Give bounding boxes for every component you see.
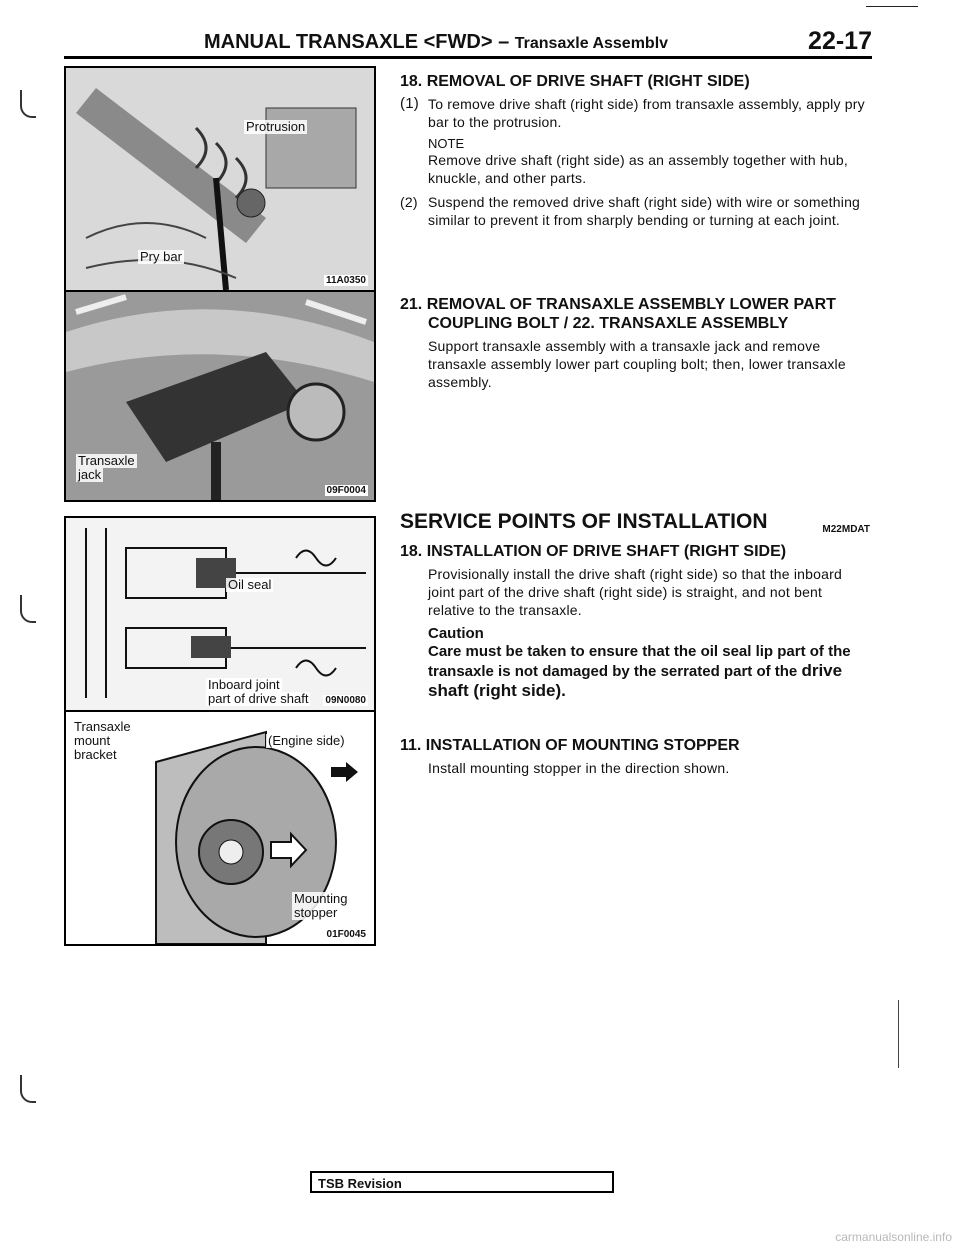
title-main: MANUAL TRANSAXLE <FWD> – [204, 31, 515, 53]
heading-install-18: 18. INSTALLATION OF DRIVE SHAFT (RIGHT SIDE) [400, 543, 787, 560]
section-removal-21 [400, 295, 870, 391]
page-header [64, 27, 872, 59]
page-number: 22-17 [808, 27, 872, 55]
section-installation [400, 510, 870, 701]
figure-code: 09N0080 [325, 695, 366, 706]
installation-title: SERVICE POINTS OF INSTALLATION [400, 510, 768, 533]
heading-install-11: 11. INSTALLATION OF MOUNTING STOPPER [400, 737, 740, 754]
label-engine-side: (Engine side) [268, 733, 345, 748]
install-18-text: Provisionally install the drive shaft (right side) so that the inboard joint part of the drive shaft (right side) is straight, and not bent relative to the transaxle. [428, 566, 842, 618]
label-inboard-joint-1: Inboard joint [208, 677, 280, 692]
heading-installation [400, 510, 870, 534]
figure-transaxle-jack [64, 290, 376, 502]
binder-mark [20, 90, 36, 118]
label-oil-seal: Oil seal [228, 577, 272, 592]
binder-mark [20, 595, 36, 623]
figure-mounting-stopper [64, 710, 376, 946]
step-1-text: To remove drive shaft (right side) from transaxle assembly, apply pry bar to the protrusion. [428, 96, 865, 130]
label-mount-bracket-2: mount [74, 733, 111, 748]
heading-removal-21-line1: 21. REMOVAL OF TRANSAXLE ASSEMBLY LOWER PART [400, 296, 836, 313]
caution-label: Caution [428, 625, 484, 642]
install-11-text: Install mounting stopper in the direction shown. [428, 760, 730, 776]
top-rule [866, 6, 918, 7]
note-label: NOTE [428, 136, 465, 151]
heading-removal-18: 18. REMOVAL OF DRIVE SHAFT (RIGHT SIDE) [400, 73, 750, 90]
figure-drive-shaft-removal [64, 66, 376, 292]
transaxle-jack-illustration [66, 292, 374, 500]
figure-code: 11A0350 [325, 275, 366, 286]
figure-oil-seal [64, 516, 376, 712]
drive-shaft-illustration [66, 68, 374, 290]
step-2-text: Suspend the removed drive shaft (right side) with wire or something similar to prevent it from sharply bending or turning at each joint. [428, 194, 861, 228]
label-pry-bar: Pry bar [140, 249, 182, 264]
caution-text-end: drive shaft (right side). [428, 661, 843, 700]
step-1 [400, 95, 870, 131]
caution-text [428, 642, 870, 701]
figure-code: 01F0045 [326, 929, 366, 940]
label-mount-bracket-3: bracket [74, 747, 117, 762]
margin-mark [898, 1000, 899, 1068]
label-mount-bracket-1: Transaxle [74, 719, 131, 734]
label-protrusion: Protrusion [246, 119, 306, 134]
heading-removal-21-line2: COUPLING BOLT / 22. TRANSAXLE ASSEMBLY [428, 315, 789, 332]
label-mounting-stopper-2: stopper [294, 905, 338, 920]
figure-code: 09F0004 [326, 485, 366, 496]
watermark: carmanualsonline.info [835, 1230, 952, 1244]
binder-mark [20, 1075, 36, 1103]
label-transaxle-jack-2: jack [78, 467, 102, 482]
page-title [64, 31, 668, 56]
step-2 [400, 193, 870, 229]
note-text: Remove drive shaft (right side) as an assembly together with hub, knuckle, and other parts. [428, 152, 848, 186]
section-install-11 [400, 736, 870, 777]
step-1-number: (1) [400, 95, 419, 112]
label-mounting-stopper-1: Mounting [294, 891, 348, 906]
step-2-number: (2) [400, 194, 418, 210]
caution-text-main: Care must be taken to ensure that the oil seal lip part of the transaxle is not damaged by the serrated part of the [428, 643, 851, 680]
label-transaxle-jack-1: Transaxle [78, 453, 135, 468]
label-inboard-joint-2: part of drive shaft [208, 691, 309, 706]
tsb-revision-box: TSB Revision [310, 1171, 614, 1193]
caution-block [400, 625, 870, 701]
title-sub: Transaxle Assemblv [514, 35, 669, 52]
section-removal-18 [400, 72, 870, 229]
removal-21-text: Support transaxle assembly with a transaxle jack and remove transaxle assembly lower part coupling bolt; then, lower transaxle assembly. [428, 338, 846, 390]
note-block [400, 136, 870, 187]
installation-code: M22MDAT [822, 524, 870, 535]
